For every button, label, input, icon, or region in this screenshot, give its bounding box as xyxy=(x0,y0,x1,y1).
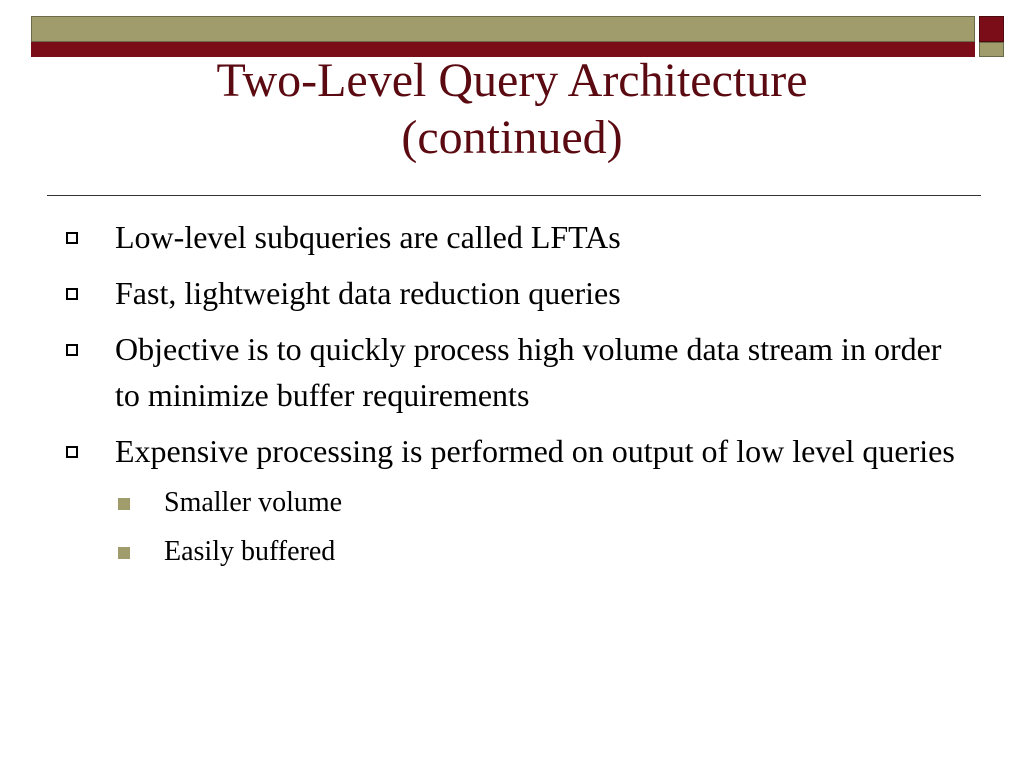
bullet-item xyxy=(0,270,965,316)
hollow-square-bullet-icon xyxy=(66,344,78,356)
bullet-item xyxy=(0,214,965,260)
bullet-text: Expensive processing is performed on output of low level queries xyxy=(115,433,955,469)
bullet-text: Fast, lightweight data reduction queries xyxy=(115,275,621,311)
sub-bullet-item xyxy=(0,484,964,522)
filled-square-bullet-icon xyxy=(118,547,130,559)
hollow-square-bullet-icon xyxy=(66,446,78,458)
sub-bullet-text: Easily buffered xyxy=(164,536,336,567)
bullet-item xyxy=(0,428,965,474)
header-bar-olive xyxy=(31,16,975,42)
sub-bullet-item xyxy=(0,533,964,571)
slide-title xyxy=(40,52,984,166)
bullet-list xyxy=(0,214,1024,582)
bullet-item xyxy=(0,326,965,418)
title-divider xyxy=(47,195,981,196)
bullet-text: Low-level subqueries are called LFTAs xyxy=(115,219,621,255)
header-square-maroon xyxy=(979,16,1004,42)
bullet-text: Objective is to quickly process high volume data stream in order to minimize buffer requirements xyxy=(115,331,942,413)
slide-title-line-2: (continued) xyxy=(401,111,623,164)
filled-square-bullet-icon xyxy=(118,498,130,510)
sub-bullet-text: Smaller volume xyxy=(164,487,343,518)
hollow-square-bullet-icon xyxy=(66,288,78,300)
hollow-square-bullet-icon xyxy=(66,232,78,244)
slide-title-line-1: Two-Level Query Architecture xyxy=(216,54,808,107)
